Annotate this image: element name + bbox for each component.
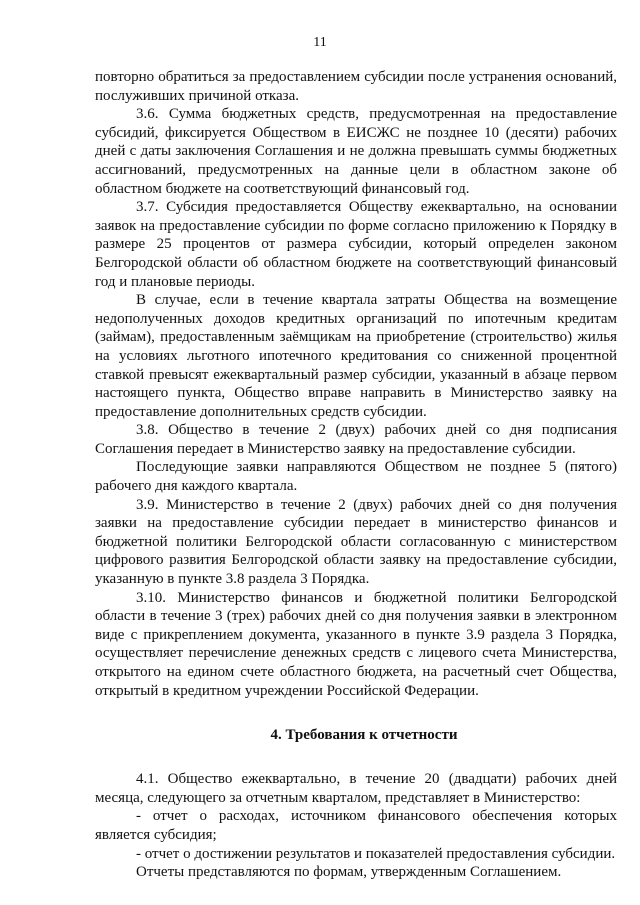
list-item-results-report: - отчет о достижении результатов и показателей предоставления субсидии.: [136, 845, 616, 862]
paragraph-4-1: 4.1. Общество ежеквартально, в течение 20 (двадцати) рабочих дней месяца, следующего за отчетным кварталом, представляет в Министерство:: [95, 771, 617, 806]
paragraph-3-8: 3.8. Общество в течение 2 (двух) рабочих дней со дня подписания Соглашения передает в Министерство заявку на предоставление субсидии.: [95, 422, 617, 457]
paragraph-3-10: 3.10. Министерство финансов и бюджетной политики Белгородской области в течение 3 (трех) рабочих дней со дня получения заявки в электронном виде с прикреплением документа, указанного в пункте 3.9 раздела 3 Порядка, осуществляет перечисление денежных средств с лицевого счета Министерства, открытого на едином счете областного бюджета, на расчетный счет Общества, открытый в кредитном учреждении Российской Федерации.: [95, 589, 617, 699]
page-number: 11: [313, 35, 327, 50]
paragraph-continuation: повторно обратиться за предоставлением субсидии после устранения оснований, послуживших причиной отказа.: [95, 69, 617, 104]
paragraph-3-7-additional: В случае, если в течение квартала затраты Общества на возмещение недополученных доходов кредитных организаций по ипотечным кредитам (займам), предоставленным заёмщикам на приобретение (строительство) жилья на условиях льготного ипотечного кредитования со сниженной процентной ставкой превысят ежеквартальный размер субсидии, указанный в абзаце первом настоящего пункта, Общество вправе направить в Министерство заявку на предоставление дополнительных средств субсидии.: [95, 292, 617, 420]
document-body: [95, 68, 617, 882]
paragraph-report-forms: Отчеты представляются по формам, утвержденным Соглашением.: [136, 864, 562, 881]
list-item-expenses-report: - отчет о расходах, источником финансового обеспечения которых является субсидия;: [95, 808, 617, 843]
section-heading: 4. Требования к отчетности: [270, 727, 458, 744]
paragraph-3-7: 3.7. Субсидия предоставляется Обществу ежеквартально, на основании заявок на предоставление субсидии по форме согласно приложению к Порядку в размере 25 процентов от размера субсидии, который определен законом Белгородской области об областном бюджете на соответствующий финансовый год и плановые периоды.: [95, 199, 617, 290]
paragraph-3-9: 3.9. Министерство в течение 2 (двух) рабочих дней со дня получения заявки на предоставление субсидии передает в министерство финансов и бюджетной политики Белгородской области согласованную с министерством цифрового развития Белгородской области заявку на предоставление субсидии, указанную в пункте 3.8 раздела 3 Порядка.: [95, 496, 617, 588]
paragraph-3-8-subsequent: Последующие заявки направляются Обществом не позднее 5 (пятого) рабочего дня каждого квартала.: [95, 459, 617, 495]
paragraph-3-6: 3.6. Сумма бюджетных средств, предусмотренная на предоставление субсидий, фиксируется Обществом в ЕИСЖС не позднее 10 (десяти) рабочих дней с даты заключения Соглашения и не должна превышать суммы бюджетных ассигнований, предусмотренных на данные цели в областном законе об областном бюджете на соответствующий финансовый год.: [95, 106, 617, 197]
